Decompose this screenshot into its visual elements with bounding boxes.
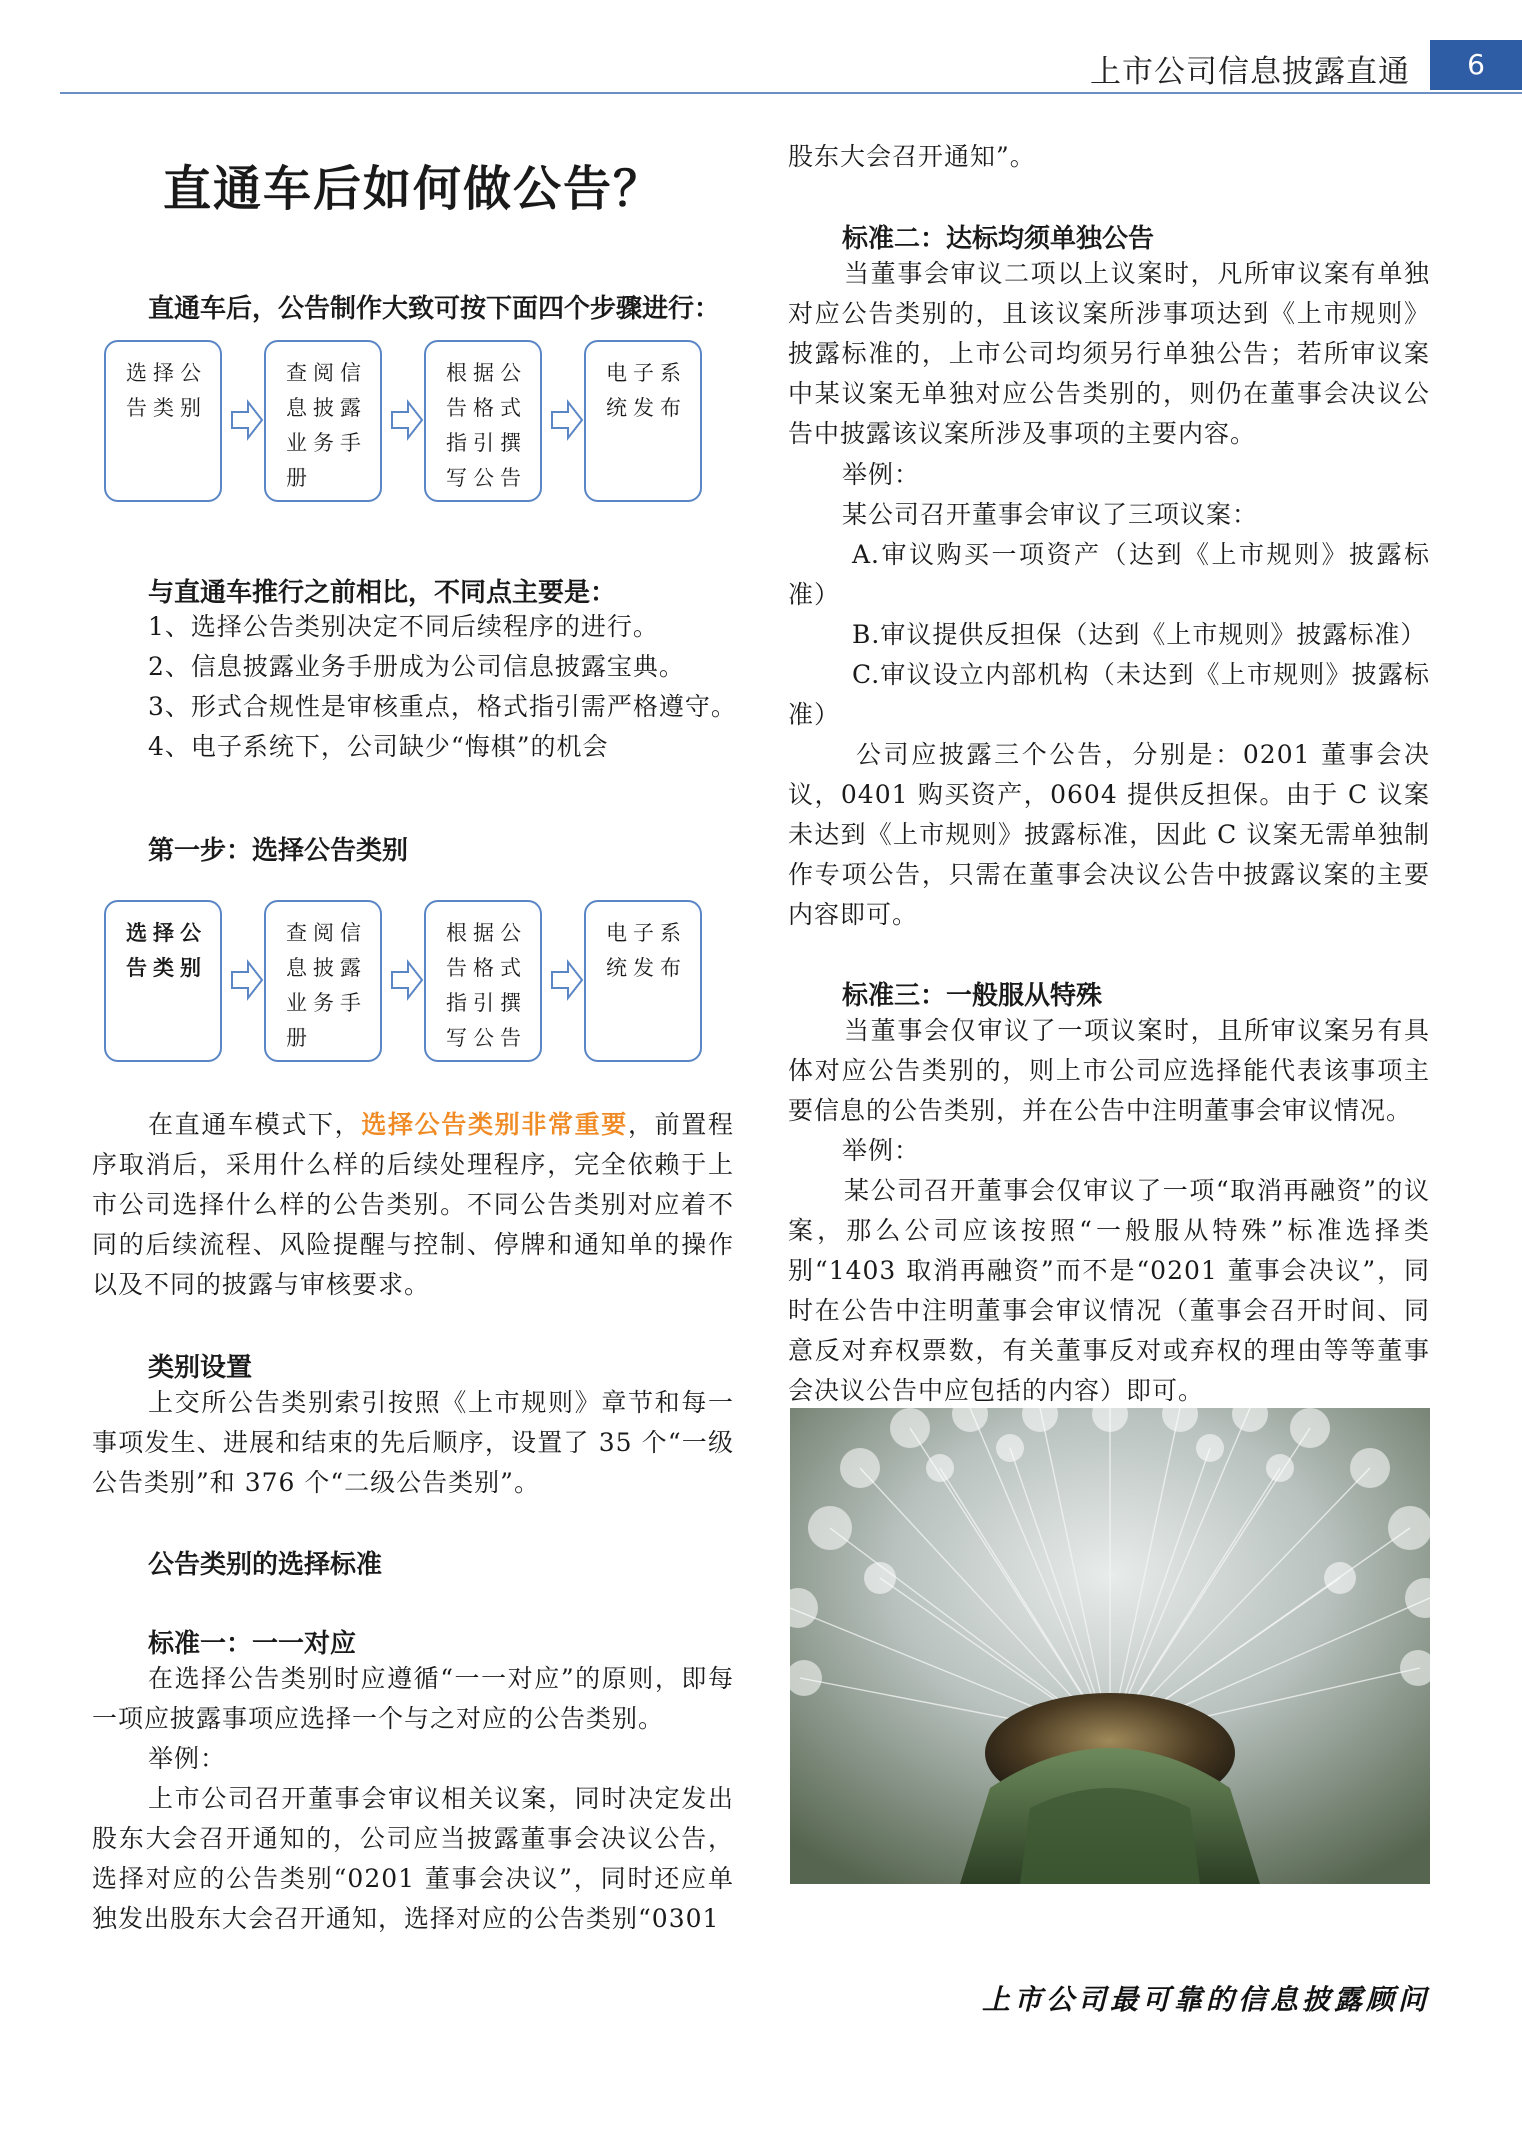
flow1-box-1-text: 选择公告类别 <box>126 361 207 420</box>
continued-text: 股东大会召开通知”。 <box>788 142 1036 171</box>
flow1-box-4 <box>584 340 702 502</box>
dandelion-photo <box>790 1408 1430 1884</box>
category-para: 上交所公告类别索引按照《上市规则》章节和每一事项发生、进展和结束的先后顺序，设置了 35 个“一级公告类别”和 376 个“二级公告类别”。 <box>92 1388 734 1497</box>
diff-item-2: 2、信息披露业务手册成为公司信息披露宝典。 <box>148 652 685 681</box>
arrow-right-icon <box>390 958 424 1002</box>
header-rule <box>60 92 1522 94</box>
std2-conclusion: 公司应披露三个公告，分别是：0201 董事会决议，0401 购买资产，0604 提供反担保。由于 C 议案未达到《上市规则》披露标准，因此 C 议案无需单独制作专项公告，只需在董事会决议公告中披露议案的主要内容即可。 <box>788 740 1430 929</box>
flow2-box-3-text: 根据公告格式指引撰写公告 <box>446 921 527 1050</box>
flow1-box-2 <box>264 340 382 502</box>
flow1-box-4-text: 电子系统发布 <box>606 361 687 420</box>
flow2-box-4 <box>584 900 702 1062</box>
flow2-box-2-text: 查阅信息披露业务手册 <box>286 921 367 1050</box>
criteria-heading: 公告类别的选择标准 <box>148 1550 383 1580</box>
flow1-box-3-text: 根据公告格式指引撰写公告 <box>446 361 527 490</box>
arrow-right-icon <box>230 398 264 442</box>
flow1-box-3 <box>424 340 542 502</box>
article-title: 直通车后如何做公告？ <box>162 161 663 217</box>
std3-example-label: 举例： <box>842 1136 921 1165</box>
highlight-text: 选择公告类别非常重要 <box>361 1110 628 1139</box>
std1-example-label: 举例： <box>148 1744 227 1773</box>
para-importance <box>92 1105 734 1305</box>
page-header <box>0 40 1522 94</box>
std1-heading: 标准一：一一对应 <box>148 1629 357 1659</box>
diff-item-3: 3、形式合规性是审核重点，格式指引需严格遵守。 <box>148 692 737 721</box>
flow2-box-1 <box>104 900 222 1062</box>
std3-para: 当董事会仅审议了一项议案时，且所审议案另有具体对应公告类别的，则上市公司应选择能代表该事项主要信息的公告类别，并在公告中注明董事会审议情况。 <box>788 1016 1430 1125</box>
dandelion-illustration <box>790 1408 1430 1884</box>
std2-example-label: 举例： <box>842 460 921 489</box>
std2-item-b: B.审议提供反担保（达到《上市规则》披露标准） <box>852 620 1427 649</box>
flow2-box-1-text: 选择公告类别 <box>126 921 207 980</box>
diff-item-4: 4、电子系统下，公司缺少“悔棋”的机会 <box>148 732 609 761</box>
category-heading: 类别设置 <box>148 1353 253 1383</box>
arrow-right-icon <box>230 958 264 1002</box>
flow-diagram-1 <box>104 340 714 510</box>
flow-diagram-2 <box>104 900 714 1070</box>
std2-item-c: C.审议设立内部机构（未达到《上市规则》披露标准） <box>788 660 1430 729</box>
arrow-right-icon <box>390 398 424 442</box>
std2-para: 当董事会审议二项以上议案时，凡所审议案有单独对应公告类别的，且该议案所涉事项达到《上市规则》披露标准的，上市公司均须另行单独公告；若所审议案中某议案无单独对应公告类别的，则仍在董事会决议公告中披露该议案所涉及事项的主要内容。 <box>788 259 1430 448</box>
std2-heading: 标准二：达标均须单独公告 <box>842 224 1155 254</box>
header-title: 上市公司信息披露直通 <box>1090 54 1410 90</box>
std3-example: 某公司召开董事会仅审议了一项“取消再融资”的议案，那么公司应该按照“一般服从特殊”标准选择类别“1403 取消再融资”而不是“0201 董事会决议”，同时在公告中注明董事会审议情况（董事会召开时间、同意反对弃权票数，有关董事反对或弃权的理由等等董事会决议公告中应包括的内容）即可。 <box>788 1176 1430 1405</box>
diff-item-1: 1、选择公告类别决定不同后续程序的进行。 <box>148 612 659 641</box>
footer-slogan: 上市公司最可靠的信息披露顾问 <box>981 1983 1430 2016</box>
flow1-box-2-text: 查阅信息披露业务手册 <box>286 361 367 490</box>
flow2-box-2 <box>264 900 382 1062</box>
std1-example: 上市公司召开董事会审议相关议案，同时决定发出股东大会召开通知的，公司应当披露董事会决议公告，选择对应的公告类别“0201 董事会决议”，同时还应单独发出股东大会召开通知，选择对应的公告类别“0301 <box>92 1784 734 1933</box>
para-importance-post: ，前置程序取消后，采用什么样的后续处理程序，完全依赖于上市公司选择什么样的公告类别。不同公告类别对应着不同的后续流程、风险提醒与控制、停牌和通知单的操作以及不同的披露与审核要求。 <box>92 1110 734 1299</box>
std1-para: 在选择公告类别时应遵循“一一对应”的原则，即每一项应披露事项应选择一个与之对应的公告类别。 <box>92 1664 734 1733</box>
std2-item-a: A.审议购买一项资产（达到《上市规则》披露标准） <box>788 540 1430 609</box>
step1-heading: 第一步：选择公告类别 <box>148 836 409 866</box>
std3-heading: 标准三：一般服从特殊 <box>842 981 1103 1011</box>
page-number: 6 <box>1430 40 1522 90</box>
std2-example-intro: 某公司召开董事会审议了三项议案： <box>842 500 1259 529</box>
arrow-right-icon <box>550 958 584 1002</box>
flow2-box-3 <box>424 900 542 1062</box>
flow2-box-4-text: 电子系统发布 <box>606 921 687 980</box>
diff-heading: 与直通车推行之前相比，不同点主要是： <box>148 578 617 608</box>
para-importance-pre: 在直通车模式下， <box>148 1110 362 1139</box>
intro-heading: 直通车后，公告制作大致可按下面四个步骤进行： <box>148 294 721 324</box>
flow1-box-1 <box>104 340 222 502</box>
arrow-right-icon <box>550 398 584 442</box>
